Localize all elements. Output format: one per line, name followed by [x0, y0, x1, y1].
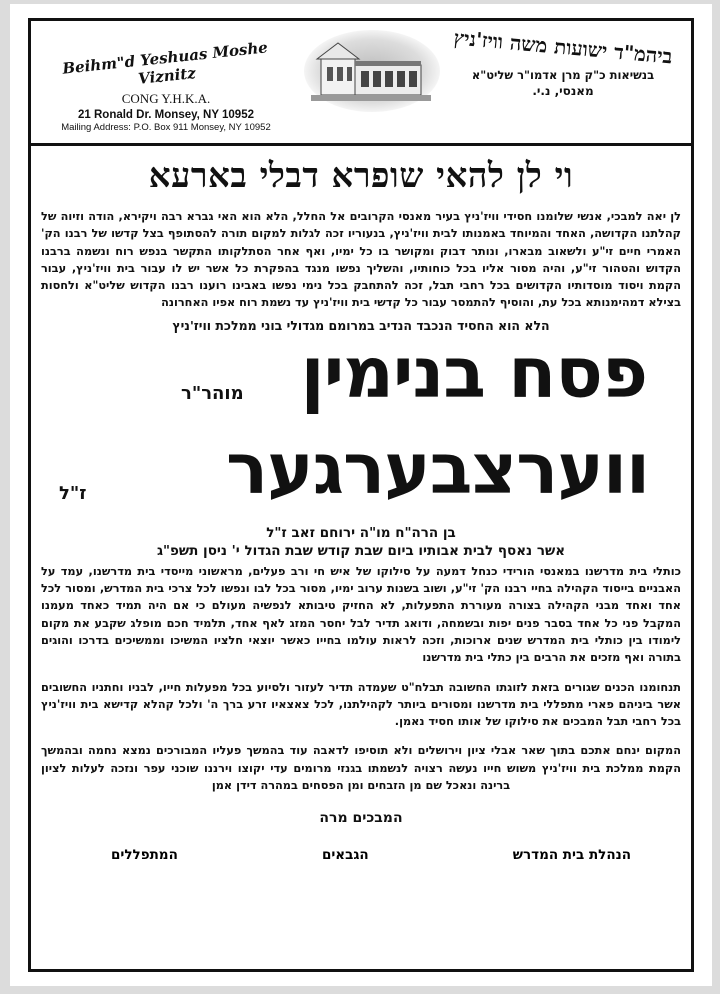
synagogue-name-english: Beihm"d Yeshuas Moshe Viznitz [61, 38, 269, 88]
honorific-prefix: מוהר"ר [181, 382, 244, 404]
father-name-line: בן הרה"ח מו"ה ירוחם זאב ז"ל [266, 524, 456, 541]
signature-congregants: המתפללים [111, 847, 178, 863]
biography-paragraph: כותלי בית מדרשנו במאנסי הורידי כנחל דמעה על סילוקו של איש חי ורב פעלים, מראשוני מייסדי בית מדרשנו, עמד על האבניים בייסוד הקהילה בחיי רבנו הק' זי"ע, ושוב בשנות ערוב ימיו, מסור בכל לבו ונפשו לכל צרכי בית המדרש, ומסור לכל אחד ואחד מבני הקהילה בצורה מעוררת התפעלות, לא החזיק טיבותא לנפשיה מעולם כי אם היה תמיד כאחד מעמנו המקבל פני כל אחד בסבר פנים יפות ובשמחה, ודואג תדיר לבל יחסר המזג לאף אחד, תלמיד חכם מופלג שקבע את מקום לימודו בין כותלי בית המדרש שנים ארוכות, וזכה לראות עולמו בחייו כאשר יוצאי חלציו המשיכו וממשיכים בדרכו והוגים בתורה ואף מזכים את הרבים בין כתלי בית מדרשנו [41, 564, 681, 665]
deceased-first-name: פסח בנימין [300, 331, 647, 414]
condolence-paragraph: תנחומנו הכנים שגורים בזאת לזוגתו החשובה תבלח"ט שעמדה תדיר לעזור ולסיוע בכל מפעלות חייו, לבניו וחתניו החשובים אשר ביניהם פארי מתפללי בית מדרשנו ומסורים ביותר לקהילתנו, לכל צאצאיו זרע ברך ה' ולכל קהלא קדישא בית וויז'ניץ בכל רחבי תבל המבכים את סילוקו של אותו חסיד נאמן. [41, 680, 681, 729]
leadership-line: בנשיאות כ"ק מרן אדמו"ר שליט"א [471, 68, 655, 82]
header-english-block [41, 38, 291, 133]
street-address: 21 Ronald Dr. Monsey, NY 10952 [78, 109, 254, 121]
header [31, 21, 691, 146]
congregation-name: CONG Y.H.K.A. [121, 91, 211, 106]
notice-title: וי לן להאי שופרא דבלי בארעא [148, 156, 574, 196]
notice-sheet [10, 4, 712, 986]
notice-frame [28, 18, 694, 972]
synagogue-name-hebrew: ביהמ"ד ישועות משה וויז'ניץ [452, 25, 674, 69]
intro-line: הלא הוא החסיד הנכבד הנדיב במרומם מגדולי בוני ממלכת וויז'ניץ [172, 317, 550, 333]
eulogy-paragraph: לן יאה למבכי, אנשי שלומנו חסידי וויז'ניץ בעיר מאנסי הקרובים אל החלל, הלא הוא האי גברא רבה ויקירא, הודה וזיוה של קהלתנו הקדושה, האחד והמיוחד באמנותו לבית וויז'ניץ, בנעוריו זכה לגלות למקום תורה להסתופף בצל קדשו של רבנו הק' האמרי חיים זי"ע ולשאוב מבארו, ונותר דבוק ומקושר בו כל ימיו, ואף אחר הסתלקותו התקשר בנפש רוח ונשמה ברבנו הקדוש והטהור זי"ע, והיה מסור אליו בכל כוחותיו, והשליך נפשו מנגד בהפקרת כל אשר יש לו עבור בית וויז'ניץ, עבור הקמת ויסוד מוסדותיו הקדושים בכל רחבי תבל, זכה להתחבק בכל נימי נפשו באבינו רוענו רבנו הקדוש שליט"א ולחסות בצילא דמהימנותא בכל עת, והוסיף להתמסר עבור כל קדשי בית וויז'ניץ עד נשמת רוח אפיו האחרונה [41, 210, 681, 310]
mailing-address: Mailing Address: P.O. Box 911 Monsey, NY 10952 [61, 122, 271, 133]
signature-row [31, 847, 691, 863]
header-hebrew-block [443, 25, 683, 98]
mourners-heading: המבכים מרה [319, 810, 403, 827]
signature-gabbaim: הגבאים [321, 847, 369, 863]
blessing-paragraph: המקום ינחם אתכם בתוך שאר אבלי ציון וירושלים ולא תוסיפו לדאבה עוד בהמשך פעליו המבורכים נמצא נחמה ובהמשך הקמת ממלכת בית וויז'ניץ משוש חייו נעשה רצויה לנשמתו בגנזי מרומים עדי יקוצו וירננו שוכני עפר ונזכה לעלות לציון ברינה ונאכל שם מן הזבחים ומן הפסחים במהרה דידן אמן [41, 744, 681, 793]
signature-management: הנהלת בית המדרש [512, 847, 631, 863]
deceased-surname: ווערצבערגער [225, 427, 649, 510]
synagogue-building-image [303, 29, 441, 113]
city-line: מאנסי, נ.י. [532, 84, 594, 98]
date-of-passing-line: אשר נאסף לבית אבותיו ביום שבת קודש שבת הגדול י' ניסן תשפ"ג [156, 542, 566, 559]
notice-body [31, 146, 691, 826]
memorial-suffix: ז"ל [59, 482, 87, 504]
deceased-name-block [31, 333, 691, 523]
